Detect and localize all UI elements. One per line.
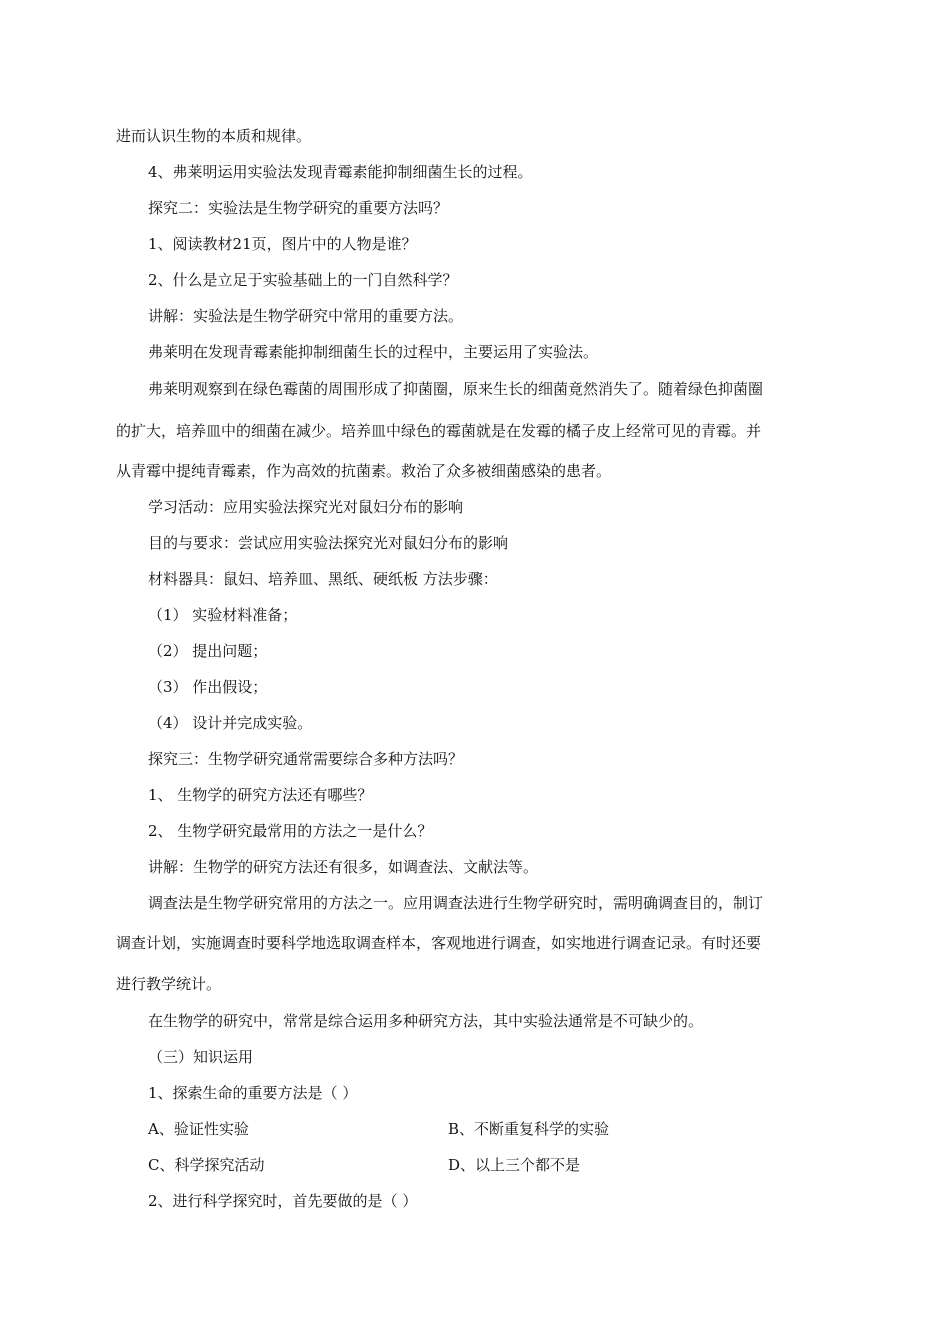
text-line: 弗莱明观察到在绿色霉菌的周围形成了抑菌圈，原来生长的细菌竟然消失了。随着绿色抑菌圈	[148, 380, 764, 398]
section-heading: 探究二：实验法是生物学研究的重要方法吗？	[148, 199, 449, 217]
question-item: 1、阅读教材21页，图片中的人物是谁？	[148, 235, 417, 253]
text-line: 4、弗莱明运用实验法发现青霉素能抑制细菌生长的过程。	[148, 163, 533, 181]
question-item: 1、 生物学的研究方法还有哪些？	[148, 786, 373, 804]
option-c: C、科学探究活动	[148, 1156, 265, 1174]
text-line: 进行教学统计。	[116, 975, 222, 993]
option-b: B、不断重复科学的实验	[448, 1120, 610, 1138]
text-line: 学习活动：应用实验法探究光对鼠妇分布的影响	[148, 498, 464, 516]
text-line: 在生物学的研究中，常常是综合运用多种研究方法，其中实验法通常是不可缺少的。	[148, 1012, 704, 1030]
option-d: D、以上三个都不是	[448, 1156, 581, 1174]
step-item: （1） 实验材料准备；	[148, 606, 298, 624]
text-line: 的扩大，培养皿中的细菌在减少。培养皿中绿色的霉菌就是在发霉的橘子皮上经常可见的青霉。并	[116, 422, 762, 440]
question-item: 1、探索生命的重要方法是（ ）	[148, 1084, 358, 1102]
text-line: 调查法是生物学研究常用的方法之一。应用调查法进行生物学研究时，需明确调查目的，制订	[148, 894, 764, 912]
question-item: 2、 生物学研究最常用的方法之一是什么？	[148, 822, 433, 840]
text-line: 讲解：生物学的研究方法还有很多，如调查法、文献法等。	[148, 858, 539, 876]
section-heading: 探究三：生物学研究通常需要综合多种方法吗？	[148, 750, 464, 768]
question-item: 2、什么是立足于实验基础上的一门自然科学？	[148, 271, 458, 289]
text-line: 调查计划，实施调查时要科学地选取调查样本，客观地进行调查，如实地进行调查记录。有时还要	[116, 934, 762, 952]
question-item: 2、进行科学探究时，首先要做的是（ ）	[148, 1192, 418, 1210]
text-line: 材料器具：鼠妇、培养皿、黑纸、硬纸板 方法步骤：	[148, 570, 498, 588]
text-line: 目的与要求：尝试应用实验法探究光对鼠妇分布的影响	[148, 534, 509, 552]
step-item: （3） 作出假设；	[148, 678, 268, 696]
step-item: （2） 提出问题；	[148, 642, 268, 660]
text-line: 弗莱明在发现青霉素能抑制细菌生长的过程中，主要运用了实验法。	[148, 343, 599, 361]
text-line: 讲解：实验法是生物学研究中常用的重要方法。	[148, 307, 464, 325]
step-item: （4） 设计并完成实验。	[148, 714, 313, 732]
section-heading: （三）知识运用	[148, 1048, 254, 1066]
text-line: 进而认识生物的本质和规律。	[116, 127, 312, 145]
text-line: 从青霉中提纯青霉素，作为高效的抗菌素。救治了众多被细菌感染的患者。	[116, 462, 612, 480]
option-a: A、验证性实验	[148, 1120, 249, 1138]
